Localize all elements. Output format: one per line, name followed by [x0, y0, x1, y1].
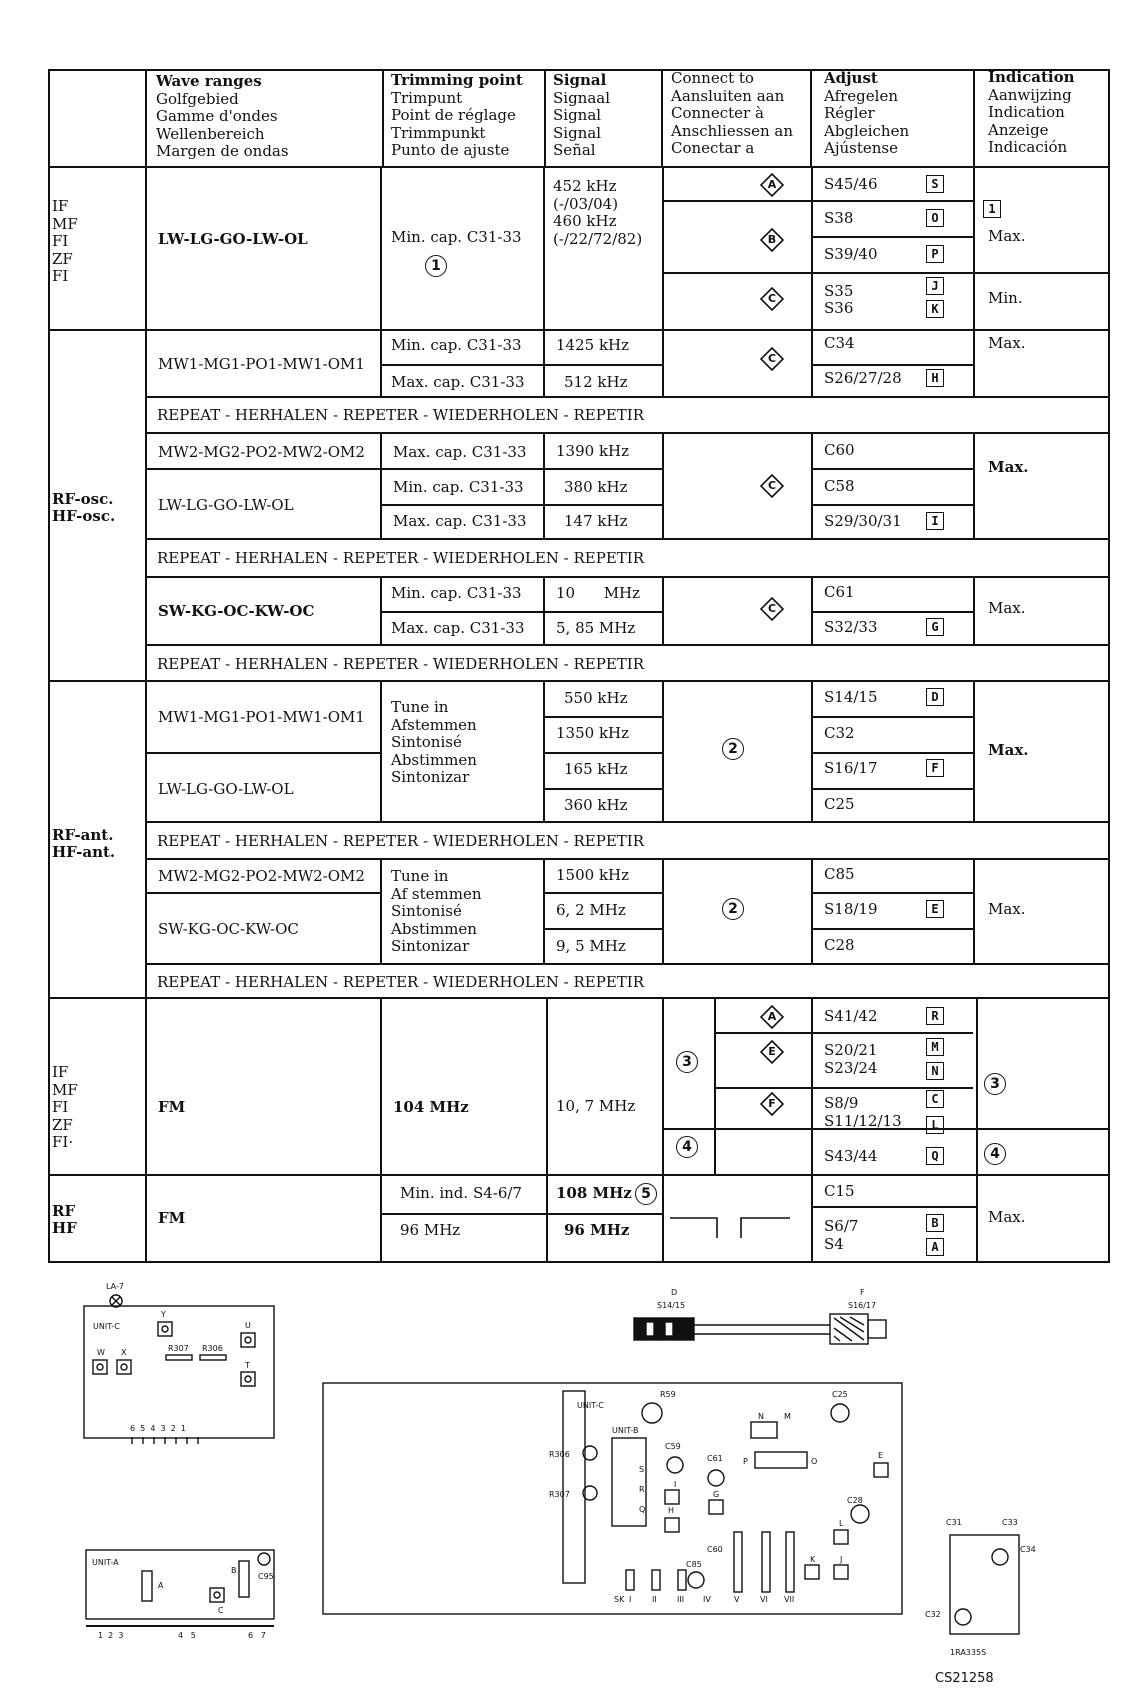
trimming-point: Min. cap. C31-33: [391, 228, 522, 246]
repeat-row: REPEAT - HERHALEN - REPETER - WIEDERHOLEN - REPETIR: [157, 973, 645, 991]
indication-min: Min.: [988, 289, 1023, 307]
diagram-label: M: [784, 1412, 791, 1421]
circled-number: 2: [722, 898, 744, 920]
section-rf-fm: RF HF: [52, 1202, 77, 1237]
indication-max: Max.: [988, 334, 1026, 352]
adjust-item: C58: [824, 477, 855, 495]
diagram-label: C59: [665, 1442, 681, 1451]
diagram-pins: 1 2 3: [98, 1631, 124, 1640]
signal: 147 kHz: [564, 512, 628, 530]
boxed-letter: O: [926, 209, 944, 227]
trimming-point: Max. cap. C31-33: [391, 619, 525, 637]
boxed-letter: G: [926, 618, 944, 636]
diagram-pins: VI: [760, 1595, 768, 1604]
col-indication: Indication Aanwijzing Indication Anzeige Indicación: [988, 68, 1075, 156]
diagram-label: UNIT-C: [577, 1401, 604, 1410]
diamond-connector: C: [760, 474, 784, 498]
tune-in: Tune in Afstemmen Sintonisé Abstimmen Sintonizar: [391, 698, 477, 786]
diamond-connector: A: [760, 173, 784, 197]
adjust-item: S45/46: [824, 175, 878, 193]
signal: 1425 kHz: [556, 336, 630, 354]
signal: 96 MHz: [564, 1221, 630, 1239]
diagram-label: C25: [832, 1390, 848, 1399]
wave-range: MW2-MG2-PO2-MW2-OM2: [158, 867, 365, 885]
repeat-row: REPEAT - HERHALEN - REPETER - WIEDERHOLEN - REPETIR: [157, 655, 645, 673]
diagram-pins: 6 7: [248, 1631, 266, 1640]
diagram-label: P: [743, 1457, 748, 1466]
diagram-label: UNIT-C: [93, 1322, 120, 1331]
boxed-letter: A: [926, 1238, 944, 1256]
signal: 360 kHz: [564, 796, 628, 814]
diagram-label: O: [811, 1457, 818, 1466]
wave-range: SW-KG-OC-KW-OC: [158, 920, 299, 938]
wave-range: LW-LG-GO-LW-OL: [158, 230, 308, 248]
adjust-item: S23/24: [824, 1059, 878, 1077]
diamond-connector: B: [760, 228, 784, 252]
trimming-point: Max. cap. C31-33: [391, 373, 525, 391]
diagram-label: F: [860, 1288, 865, 1297]
diagram-label: Q: [639, 1505, 646, 1514]
adjust-item: C85: [824, 865, 855, 883]
boxed-letter: D: [926, 688, 944, 706]
diamond-connector: F: [760, 1092, 784, 1116]
trimming-point: Min. ind. S4-6/7: [400, 1184, 522, 1202]
indication-max: Max.: [988, 599, 1026, 617]
signal: 5, 85 MHz: [556, 619, 636, 637]
diagram-label: C33: [1002, 1518, 1018, 1527]
diagram-label: U: [245, 1321, 251, 1330]
adjust-item: S39/40: [824, 245, 878, 263]
trimming-point: Min. cap. C31-33: [391, 584, 522, 602]
adjust-item: S32/33: [824, 618, 878, 636]
diagram-pins: 6 5 4 3 2 1: [130, 1424, 186, 1433]
indication-max: Max.: [988, 900, 1026, 918]
diagram-label: C: [218, 1606, 224, 1615]
adjust-item: S6/7: [824, 1217, 859, 1235]
repeat-row: REPEAT - HERHALEN - REPETER - WIEDERHOLEN - REPETIR: [157, 549, 645, 567]
diagram-label: C32: [925, 1610, 941, 1619]
diamond-connector: C: [760, 597, 784, 621]
diagram-label: S14/15: [657, 1301, 686, 1310]
diagram-label: I: [674, 1480, 677, 1489]
indication-boxed-1: 1: [983, 200, 1001, 218]
diagram-label: T: [245, 1361, 250, 1370]
wave-range: MW1-MG1-PO1-MW1-OM1: [158, 708, 365, 726]
trimming-point: 96 MHz: [400, 1221, 461, 1239]
boxed-letter: K: [926, 300, 944, 318]
tune-in: Tune in Af stemmen Sintonisé Abstimmen Sintonizar: [391, 867, 482, 955]
diamond-connector: C: [760, 347, 784, 371]
circled-number: 3: [676, 1051, 698, 1073]
wave-range: LW-LG-GO-LW-OL: [158, 496, 294, 514]
circled-number: 1: [425, 255, 447, 277]
diagram-pins: V: [734, 1595, 740, 1604]
diagram-label: C31: [946, 1518, 962, 1527]
diagram-label: C28: [847, 1496, 863, 1505]
diagram-label: C85: [686, 1560, 702, 1569]
wave-range: SW-KG-OC-KW-OC: [158, 602, 315, 620]
diagram-label: S: [639, 1465, 645, 1474]
wave-range: MW2-MG2-PO2-MW2-OM2: [158, 443, 365, 461]
adjust-item: C34: [824, 334, 855, 352]
indication-max: Max.: [988, 1208, 1026, 1226]
circled-number: 3: [984, 1073, 1006, 1095]
section-if: IF MF FI ZF FI: [52, 197, 78, 285]
col-wave-ranges: Wave ranges Golfgebied Gamme d'ondes Wellenbereich Margen de ondas: [156, 72, 289, 160]
trimming-point: Min. cap. C31-33: [391, 336, 522, 354]
diamond-connector: A: [760, 1005, 784, 1029]
diagram-pins: II: [652, 1595, 657, 1604]
signal: 108 MHz: [556, 1184, 632, 1202]
col-adjust: Adjust Afregelen Régler Abgleichen Ajústense: [824, 69, 910, 157]
diagram-label: R306: [549, 1450, 570, 1459]
signal: 1350 kHz: [556, 724, 630, 742]
adjust-item: C25: [824, 795, 855, 813]
repeat-row: REPEAT - HERHALEN - REPETER - WIEDERHOLEN - REPETIR: [157, 406, 645, 424]
adjust-item: S36: [824, 299, 854, 317]
section-rf-osc: RF-osc. HF-osc.: [52, 490, 116, 525]
adjust-item: S11/12/13: [824, 1112, 902, 1130]
signal: 10, 7 MHz: [556, 1097, 636, 1115]
wave-range: FM: [158, 1098, 186, 1116]
boxed-letter: C: [926, 1090, 944, 1108]
diagram-label: S16/17: [848, 1301, 877, 1310]
diagram-pins: I: [629, 1595, 632, 1604]
trimming-point: Min. cap. C31-33: [393, 478, 524, 496]
signal: 9, 5 MHz: [556, 937, 626, 955]
diamond-connector: E: [760, 1040, 784, 1064]
diagram-label: R59: [660, 1390, 676, 1399]
boxed-letter: B: [926, 1214, 944, 1232]
circled-number: 4: [676, 1136, 698, 1158]
signal: 1390 kHz: [556, 442, 630, 460]
diagram-label: C61: [707, 1454, 723, 1463]
diamond-connector: C: [760, 287, 784, 311]
signal: 512 kHz: [564, 373, 628, 391]
col-signal: Signal Signaal Signal Signal Señal: [553, 71, 611, 159]
diagram-label: C60: [707, 1545, 723, 1554]
signal: 6, 2 MHz: [556, 901, 626, 919]
adjust-item: S29/30/31: [824, 512, 902, 530]
section-if-fm: IF MF FI ZF FI·: [52, 1063, 78, 1151]
boxed-letter: L: [926, 1116, 944, 1134]
adjust-item: S16/17: [824, 759, 878, 777]
diagram-label: R307: [549, 1490, 570, 1499]
signal: 1500 kHz: [556, 866, 630, 884]
diagram-pins: 4 5: [178, 1631, 196, 1640]
diagram-label: K: [810, 1555, 816, 1564]
trimming-point: Max. cap. C31-33: [393, 512, 527, 530]
trimming-point: Max. cap. C31-33: [393, 443, 527, 461]
boxed-letter: N: [926, 1062, 944, 1080]
boxed-letter: J: [926, 277, 944, 295]
diagram-label: UNIT-B: [612, 1426, 639, 1435]
adjust-item: S26/27/28: [824, 369, 902, 387]
diagram-label: D: [671, 1288, 678, 1297]
adjust-item: C32: [824, 724, 855, 742]
adjust-item: S14/15: [824, 688, 878, 706]
boxed-letter: F: [926, 759, 944, 777]
boxed-letter: R: [926, 1007, 944, 1025]
diagram-label: 1RA335S: [950, 1648, 987, 1657]
wave-range: FM: [158, 1209, 186, 1227]
indication-max: Max.: [988, 458, 1029, 476]
signal-if: 452 kHz (-/03/04) 460 kHz (-/22/72/82): [553, 177, 643, 248]
signal: 380 kHz: [564, 478, 628, 496]
section-rf-ant: RF-ant. HF-ant.: [52, 826, 116, 861]
diagram-label: G: [713, 1490, 720, 1499]
diagram-label: R306: [202, 1344, 223, 1353]
diagram-label: LA-7: [106, 1282, 124, 1291]
adjust-item: S35: [824, 282, 854, 300]
adjust-item: C28: [824, 936, 855, 954]
diagram-pins: VII: [784, 1595, 795, 1604]
adjust-item: S8/9: [824, 1094, 859, 1112]
diagram-label: R: [639, 1485, 645, 1494]
circled-number: 5: [635, 1183, 657, 1205]
diagram-label: X: [121, 1348, 127, 1357]
adjust-item: S43/44: [824, 1147, 878, 1165]
diagram-label: H: [668, 1506, 675, 1515]
diagram-label: C95: [258, 1572, 274, 1581]
adjust-item: C61: [824, 583, 855, 601]
diagram-pins: III: [677, 1595, 685, 1604]
diagram-label: E: [878, 1451, 884, 1460]
adjust-item: C60: [824, 441, 855, 459]
circled-number: 2: [722, 738, 744, 760]
trimming-point: 104 MHz: [393, 1098, 469, 1116]
boxed-letter: M: [926, 1038, 944, 1056]
diagram-label: UNIT-A: [92, 1558, 119, 1567]
signal: 165 kHz: [564, 760, 628, 778]
adjust-item: S38: [824, 209, 854, 227]
diagram-label: N: [758, 1412, 764, 1421]
wave-range: LW-LG-GO-LW-OL: [158, 780, 294, 798]
adjust-item: S41/42: [824, 1007, 878, 1025]
boxed-letter: H: [926, 369, 944, 387]
boxed-letter: S: [926, 175, 944, 193]
diagram-label: J: [840, 1555, 843, 1564]
col-trimming-point: Trimming point Trimpunt Point de réglage Trimmpunkt Punto de ajuste: [391, 71, 523, 159]
diagram-label: A: [158, 1581, 164, 1590]
adjust-item: C15: [824, 1182, 855, 1200]
repeat-row: REPEAT - HERHALEN - REPETER - WIEDERHOLEN - REPETIR: [157, 832, 645, 850]
diagram-label: R307: [168, 1344, 189, 1353]
diagram-pins: IV: [703, 1595, 711, 1604]
adjust-item: S4: [824, 1235, 844, 1253]
boxed-letter: E: [926, 900, 944, 918]
boxed-letter: I: [926, 512, 944, 530]
indication-max: Max.: [988, 227, 1026, 245]
document-code: CS21258: [935, 1671, 994, 1686]
boxed-letter: P: [926, 245, 944, 263]
diagram-pins: SK: [614, 1595, 625, 1604]
diagram-label: L: [839, 1519, 844, 1528]
indication-max: Max.: [988, 741, 1029, 759]
col-connect-to: Connect to Aansluiten aan Connecter à Anschliessen an Conectar a: [671, 69, 794, 157]
boxed-letter: Q: [926, 1147, 944, 1165]
adjust-item: S18/19: [824, 900, 878, 918]
diagram-label: Y: [161, 1310, 166, 1319]
wave-range: MW1-MG1-PO1-MW1-OM1: [158, 355, 365, 373]
diagram-label: C34: [1020, 1545, 1036, 1554]
signal: 10 MHz: [556, 584, 641, 602]
diagram-label: B: [231, 1566, 237, 1575]
signal: 550 kHz: [564, 689, 628, 707]
adjust-item: S20/21: [824, 1041, 878, 1059]
diagram-label: W: [97, 1348, 105, 1357]
circled-number: 4: [984, 1143, 1006, 1165]
